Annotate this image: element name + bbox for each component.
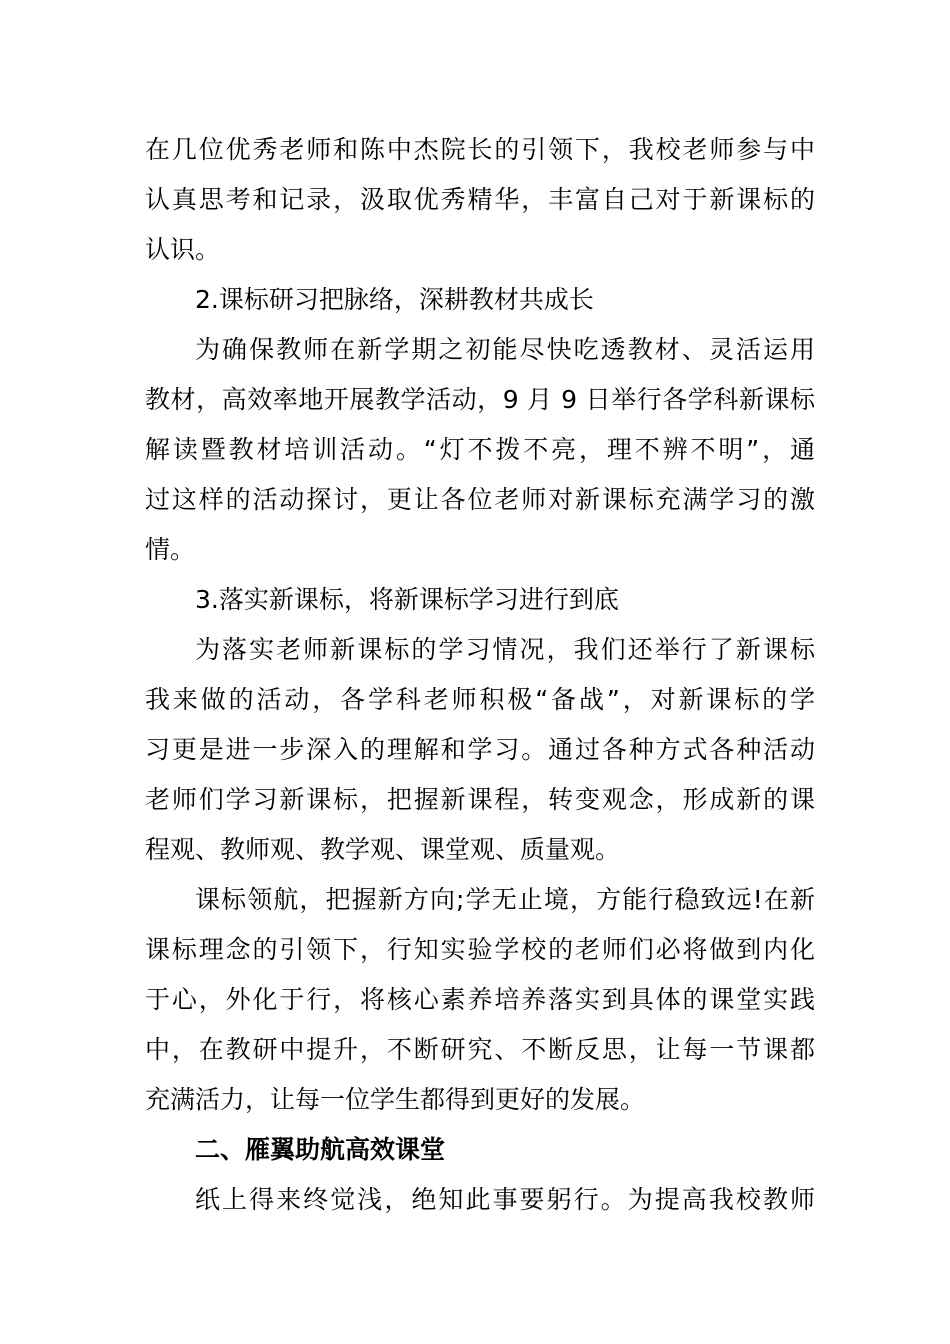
paragraph-line: 习更是进一步深入的理解和学习。通过各种方式各种活动 <box>145 735 815 764</box>
paragraph-line: 课标理念的引领下，行知实验学校的老师们必将做到内化 <box>145 935 815 964</box>
paragraph-line: 为确保教师在新学期之初能尽快吃透教材、灵活运用 <box>195 335 815 364</box>
chapter-heading: 二、雁翼助航高效课堂 <box>195 1135 446 1164</box>
paragraph-line: 认真思考和记录，汲取优秀精华，丰富自己对于新课标的 <box>145 185 815 214</box>
paragraph-line: 课标领航，把握新方向;学无止境，方能行稳致远!在新 <box>195 885 815 914</box>
paragraph-line: 老师们学习新课标，把握新课程，转变观念，形成新的课 <box>145 785 815 814</box>
paragraph-line: 教材，高效率地开展教学活动，9 月 9 日举行各学科新课标 <box>145 385 815 414</box>
paragraph-line: 于心，外化于行，将核心素养培养落实到具体的课堂实践 <box>145 985 815 1014</box>
paragraph-line: 在几位优秀老师和陈中杰院长的引领下，我校老师参与中 <box>145 135 815 164</box>
paragraph-line: 过这样的活动探讨，更让各位老师对新课标充满学习的激 <box>145 485 815 514</box>
paragraph-line: 程观、教师观、教学观、课堂观、质量观。 <box>145 835 621 864</box>
section-heading: 2.课标研习把脉络，深耕教材共成长 <box>195 285 594 314</box>
paragraph-line: 我来做的活动，各学科老师积极“备战”，对新课标的学 <box>145 685 815 714</box>
paragraph-line: 中，在教研中提升，不断研究、不断反思，让每一节课都 <box>145 1035 815 1064</box>
paragraph-line: 充满活力，让每一位学生都得到更好的发展。 <box>145 1085 646 1114</box>
paragraph-line: 情。 <box>145 535 196 564</box>
paragraph-line: 纸上得来终觉浅，绝知此事要躬行。为提高我校教师 <box>195 1185 815 1214</box>
paragraph-line: 为落实老师新课标的学习情况，我们还举行了新课标 <box>195 635 815 664</box>
section-heading: 3.落实新课标，将新课标学习进行到底 <box>195 585 619 614</box>
paragraph-line: 认识。 <box>145 235 221 264</box>
paragraph-line: 解读暨教材培训活动。“灯不拨不亮，理不辨不明”，通 <box>145 435 815 464</box>
